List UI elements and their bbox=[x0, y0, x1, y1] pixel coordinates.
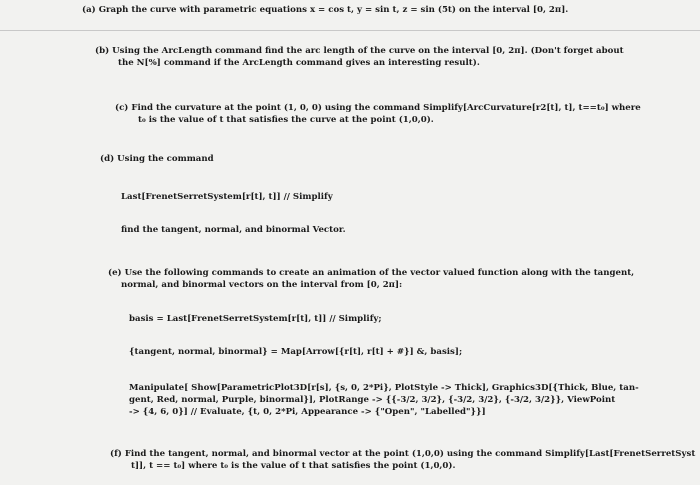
part-f-line-1: (f) Find the tangent, normal, and binormal vector at the point (1,0,0) using the command Simplify[Last[FrenetSerretSyst bbox=[110, 449, 696, 459]
part-b-line-1: (b) Using the ArcLength command find the arc length of the curve on the interval [0, 2π]. (Don't forget about bbox=[95, 46, 624, 56]
part-e-basis-code: basis = Last[FrenetSerretSystem[r[t], t]] // Simplify; bbox=[129, 314, 382, 324]
part-b-line-2: the N[%] command if the ArcLength command gives an interesting result). bbox=[118, 58, 480, 68]
part-c-line-2: t₀ is the value of t that satisfies the curve at the point (1,0,0). bbox=[138, 115, 434, 125]
part-e-manipulate-line-2: gent, Red, normal, Purple, binormal}], PlotRange -> {{-3/2, 3/2}, {-3/2, 3/2}, {-3/2, 3/2}}, ViewPoint bbox=[129, 395, 616, 405]
part-e-manipulate-line-3: -> {4, 6, 0}] // Evaluate, {t, 0, 2*Pi, Appearance -> {"Open", "Labelled"}}] bbox=[129, 407, 486, 417]
part-e-manipulate-line-1: Manipulate[ Show[ParametricPlot3D[r[s], {s, 0, 2*Pi}, PlotStyle -> Thick], Graphics3D[{Thick, Blue, tan- bbox=[129, 383, 639, 393]
part-d-line-1: (d) Using the command bbox=[100, 154, 214, 164]
part-d-command: Last[FrenetSerretSystem[r[t], t]] // Simplify bbox=[121, 192, 333, 202]
part-e-line-1: (e) Use the following commands to create an animation of the vector valued function along with the tangent, bbox=[108, 268, 635, 278]
part-e-map-code: {tangent, normal, binormal} = Map[Arrow[{r[t], r[t] + #}] &, basis]; bbox=[129, 347, 463, 357]
part-d-line-3: find the tangent, normal, and binormal Vector. bbox=[121, 225, 346, 235]
part-f-line-2: t]], t == t₀] where t₀ is the value of t that satisfies the point (1,0,0). bbox=[131, 461, 456, 471]
part-e-line-2: normal, and binormal vectors on the interval from [0, 2π]: bbox=[121, 280, 403, 290]
part-a-text: (a) Graph the curve with parametric equations x = cos t, y = sin t, z = sin (5t) on the interval [0, 2π]. bbox=[82, 5, 569, 15]
part-c-line-1: (c) Find the curvature at the point (1, 0, 0) using the command Simplify[ArcCurvature[r2[t], t], t==t₀] where bbox=[115, 103, 641, 113]
divider bbox=[0, 30, 700, 31]
